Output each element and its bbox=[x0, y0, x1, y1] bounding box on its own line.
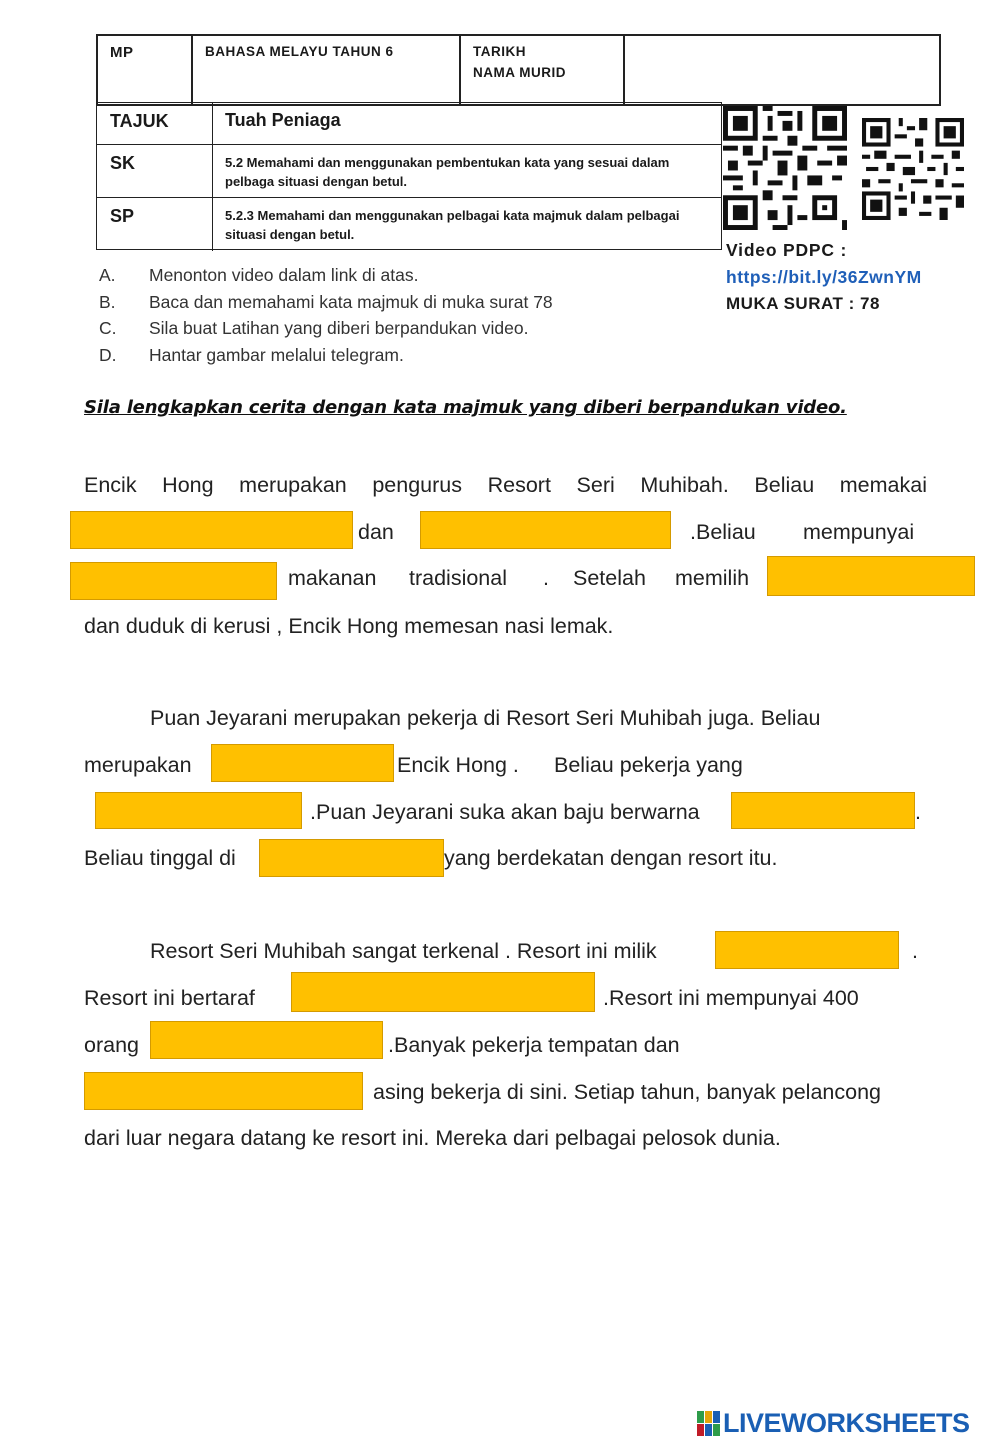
story-text: memilih bbox=[675, 566, 750, 590]
video-label: Video PDPC : bbox=[726, 240, 848, 260]
instruction-text: Sila lengkapkan cerita dengan kata majmuk yang diberi berpandukan video. bbox=[84, 397, 847, 418]
story-text: asing bekerja di sini. Setiap tahun, banyak pelancong bbox=[373, 1080, 881, 1104]
liveworksheets-logo bbox=[697, 1408, 970, 1439]
story-text: .Beliau bbox=[690, 520, 756, 544]
answer-blank-3[interactable] bbox=[70, 562, 277, 600]
story-text: yang berdekatan dengan resort itu. bbox=[444, 846, 778, 870]
tajuk-value: Tuah Peniaga bbox=[225, 110, 341, 130]
story-text: .Banyak pekerja tempatan dan bbox=[388, 1033, 680, 1057]
sk-row bbox=[97, 145, 721, 198]
nama-murid-label: NAMA MURID bbox=[473, 65, 566, 80]
story-text: Encik Hong . bbox=[397, 753, 519, 777]
answer-blank-4[interactable] bbox=[767, 556, 975, 596]
name-value-cell bbox=[625, 36, 939, 104]
answer-blank-8[interactable] bbox=[259, 839, 444, 877]
mp-cell bbox=[98, 36, 193, 104]
answer-blank-2[interactable] bbox=[420, 511, 671, 549]
mp-label: MP bbox=[110, 44, 134, 61]
step-text: Hantar gambar melalui telegram. bbox=[149, 345, 404, 365]
subject-cell bbox=[193, 36, 461, 104]
answer-blank-10[interactable] bbox=[291, 972, 595, 1012]
page-number-label: MUKA SURAT : 78 bbox=[726, 294, 880, 313]
header-table bbox=[96, 34, 941, 106]
story-text: Beliau tinggal di bbox=[84, 846, 236, 870]
story-text: makanan bbox=[288, 566, 377, 590]
story-text: .Resort ini mempunyai 400 bbox=[603, 986, 859, 1010]
sk-value: 5.2 Memahami dan menggunakan pembentukan kata yang sesuai dalam pelbaga situasi dengan betul. bbox=[225, 155, 670, 189]
story-line: Puan Jeyarani merupakan pekerja di Resort Seri Muhibah juga. Beliau bbox=[150, 706, 821, 730]
sp-value: 5.2.3 Memahami dan menggunakan pelbagai kata majmuk dalam pelbagai situasi dengan betul. bbox=[225, 208, 680, 242]
answer-blank-7[interactable] bbox=[731, 792, 915, 829]
step-text: Menonton video dalam link di atas. bbox=[149, 265, 419, 285]
qr-code-icon bbox=[723, 106, 847, 230]
story-text: . bbox=[543, 566, 549, 590]
tajuk-label: TAJUK bbox=[110, 111, 169, 131]
story-text: merupakan bbox=[84, 753, 192, 777]
tajuk-row bbox=[97, 103, 721, 145]
answer-blank-1[interactable] bbox=[70, 511, 353, 549]
answer-blank-9[interactable] bbox=[715, 931, 899, 969]
date-name-cell bbox=[461, 36, 625, 104]
sk-label: SK bbox=[110, 153, 136, 173]
video-link[interactable]: https://bit.ly/36ZwnYM bbox=[726, 267, 922, 287]
story-text: Beliau pekerja yang bbox=[554, 753, 743, 777]
answer-blank-12[interactable] bbox=[84, 1072, 363, 1110]
story-text: tradisional bbox=[409, 566, 507, 590]
step-text: Sila buat Latihan yang diberi berpandukan video. bbox=[149, 318, 529, 338]
tarikh-label: TARIKH bbox=[473, 44, 526, 59]
qr-code-icon bbox=[862, 118, 964, 220]
answer-blank-5[interactable] bbox=[211, 744, 394, 782]
story-line: Encik Hong merupakan pengurus Resort Seri Muhibah. Beliau memakai bbox=[84, 473, 927, 497]
story-line: dan duduk di kerusi , Encik Hong memesan nasi lemak. bbox=[84, 614, 614, 638]
logo-text: LIVEWORKSHEETS bbox=[723, 1408, 970, 1438]
liveworksheets-logo-icon bbox=[697, 1411, 721, 1437]
story-text: . bbox=[912, 939, 918, 963]
info-table bbox=[96, 102, 722, 250]
story-text: .Puan Jeyarani suka akan baju berwarna bbox=[310, 800, 700, 824]
story-text: dan bbox=[358, 520, 394, 544]
subject-label: BAHASA MELAYU TAHUN 6 bbox=[205, 44, 394, 59]
story-text: . bbox=[915, 800, 921, 824]
step-key: D. bbox=[99, 345, 117, 365]
answer-blank-6[interactable] bbox=[95, 792, 302, 829]
story-text: Resort Seri Muhibah sangat terkenal . Resort ini milik bbox=[150, 939, 657, 963]
step-key: C. bbox=[99, 318, 117, 338]
story-text: orang bbox=[84, 1033, 139, 1057]
story-text: Setelah bbox=[573, 566, 646, 590]
answer-blank-11[interactable] bbox=[150, 1021, 383, 1059]
sp-row bbox=[97, 198, 721, 251]
story-text: Resort ini bertaraf bbox=[84, 986, 255, 1010]
sp-label: SP bbox=[110, 206, 135, 226]
step-key: A. bbox=[99, 265, 116, 285]
step-text: Baca dan memahami kata majmuk di muka surat 78 bbox=[149, 292, 553, 312]
story-text: mempunyai bbox=[803, 520, 915, 544]
story-line: dari luar negara datang ke resort ini. Mereka dari pelbagai pelosok dunia. bbox=[84, 1126, 781, 1150]
step-key: B. bbox=[99, 292, 116, 312]
